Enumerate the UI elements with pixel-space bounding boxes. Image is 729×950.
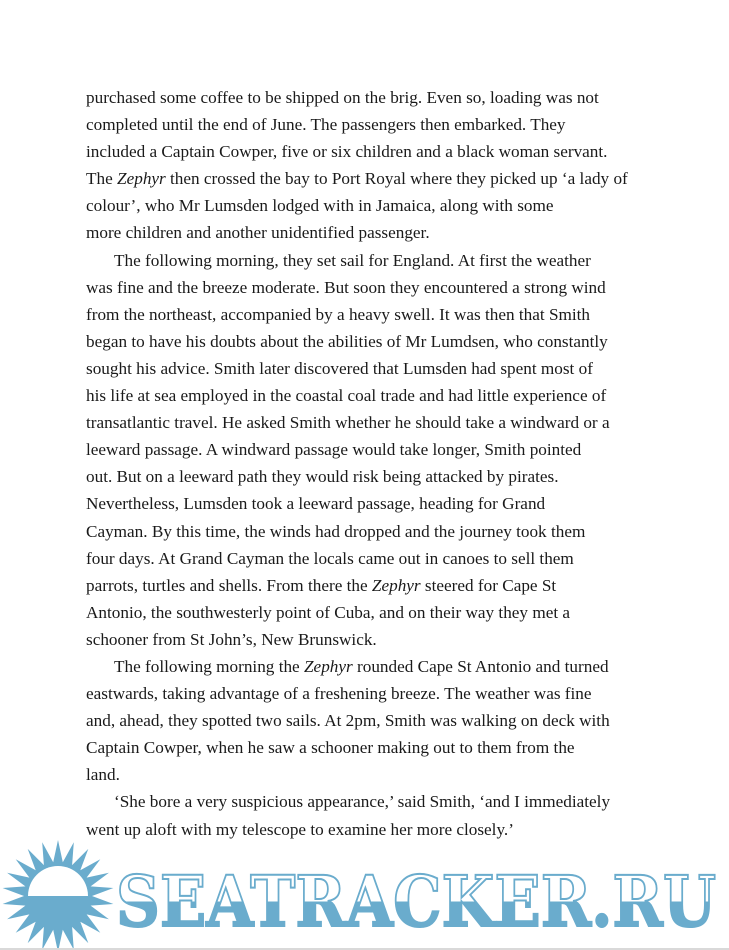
text-segment: his life at sea employed in the coastal coal trade and had little experience of [86,386,607,406]
text-line [86,138,646,165]
text-segment: completed until the end of June. The passengers then embarked. They [86,115,566,135]
text-line [86,409,646,436]
text-segment: and, ahead, they spotted two sails. At 2pm, Smith was walking on deck with [86,711,610,731]
text-segment: transatlantic travel. He asked Smith whether he should take a windward or a [86,413,610,433]
text-line [86,761,646,788]
text-line [86,111,646,138]
text-line [86,165,646,192]
ship-name-italic: Zephyr [117,169,166,189]
sun-icon [3,840,114,950]
text-segment: colour’, who Mr Lumsden lodged with in Jamaica, along with some [86,196,554,216]
text-segment: sought his advice. Smith later discovered that Lumsden had spent most of [86,358,593,378]
text-line [86,463,646,490]
text-segment: Captain Cowper, when he saw a schooner making out to them from the [86,738,575,758]
text-line [86,626,646,653]
ship-name-italic: Zephyr [371,575,421,595]
text-line [86,680,646,707]
text-line [86,219,646,246]
text-segment: went up aloft with my telescope to examine her more closely.’ [86,819,514,839]
watermark-logo [0,838,729,950]
text-segment: four days. At Grand Cayman the locals came out in canoes to sell them [86,548,574,568]
text-line [86,788,646,815]
text-line [86,84,646,111]
text-segment: out. But on a leeward path they would risk being attacked by pirates. [86,467,559,487]
text-segment: rounded Cape St Antonio and turned [352,656,609,676]
text-segment: The following morning the [114,656,304,676]
text-line [86,653,646,680]
text-line [86,328,646,355]
text-line [86,192,646,219]
text-segment: land. [86,765,120,785]
watermark-text: SEATRACKER.RU [116,860,716,943]
text-segment: from the northeast, accompanied by a heavy swell. It was then that Smith [86,304,591,324]
text-segment: leeward passage. A windward passage would take longer, Smith pointed [86,440,582,460]
text-line [86,274,646,301]
text-line [86,572,646,599]
text-line [86,301,646,328]
text-segment: purchased some coffee to be shipped on the brig. Even so, loading was not [86,88,599,107]
text-segment: The following morning, they set sail for England. At first the weather [114,250,591,270]
text-segment: Cayman. By this time, the winds had dropped and the journey took them [86,521,586,541]
text-line [86,545,646,572]
text-segment: began to have his doubts about the abilities of Mr Lumdsen, who constantly [86,331,608,351]
text-segment: The [86,169,118,189]
text-line [86,707,646,734]
text-segment: included a Captain Cowper, five or six children and a black woman servant. [86,142,608,162]
text-line [86,247,646,274]
text-line [86,436,646,463]
text-segment: Nevertheless, Lumsden took a leeward passage, heading for Grand [86,494,546,514]
ship-name-italic: Zephyr [304,656,353,676]
text-line [86,599,646,626]
text-segment: parrots, turtles and shells. From there the [86,575,372,595]
text-segment: ‘She bore a very suspicious appearance,’ said Smith, ‘and I immediately [114,792,611,812]
text-line [86,518,646,545]
text-segment: steered for Cape St [420,575,557,595]
text-segment: Antonio, the southwesterly point of Cuba, and on their way they met a [86,602,571,622]
text-line [86,490,646,517]
text-segment: more children and another unidentified passenger. [86,223,430,243]
text-segment: schooner from St John’s, New Brunswick. [86,629,377,649]
text-segment: eastwards, taking advantage of a freshening breeze. The weather was fine [86,684,592,704]
text-segment: then crossed the bay to Port Royal where they picked up ‘a lady of [165,169,628,189]
text-line [86,355,646,382]
text-line [86,382,646,409]
document-body [86,84,646,843]
text-line [86,734,646,761]
text-segment: was fine and the breeze moderate. But soon they encountered a strong wind [86,277,606,297]
